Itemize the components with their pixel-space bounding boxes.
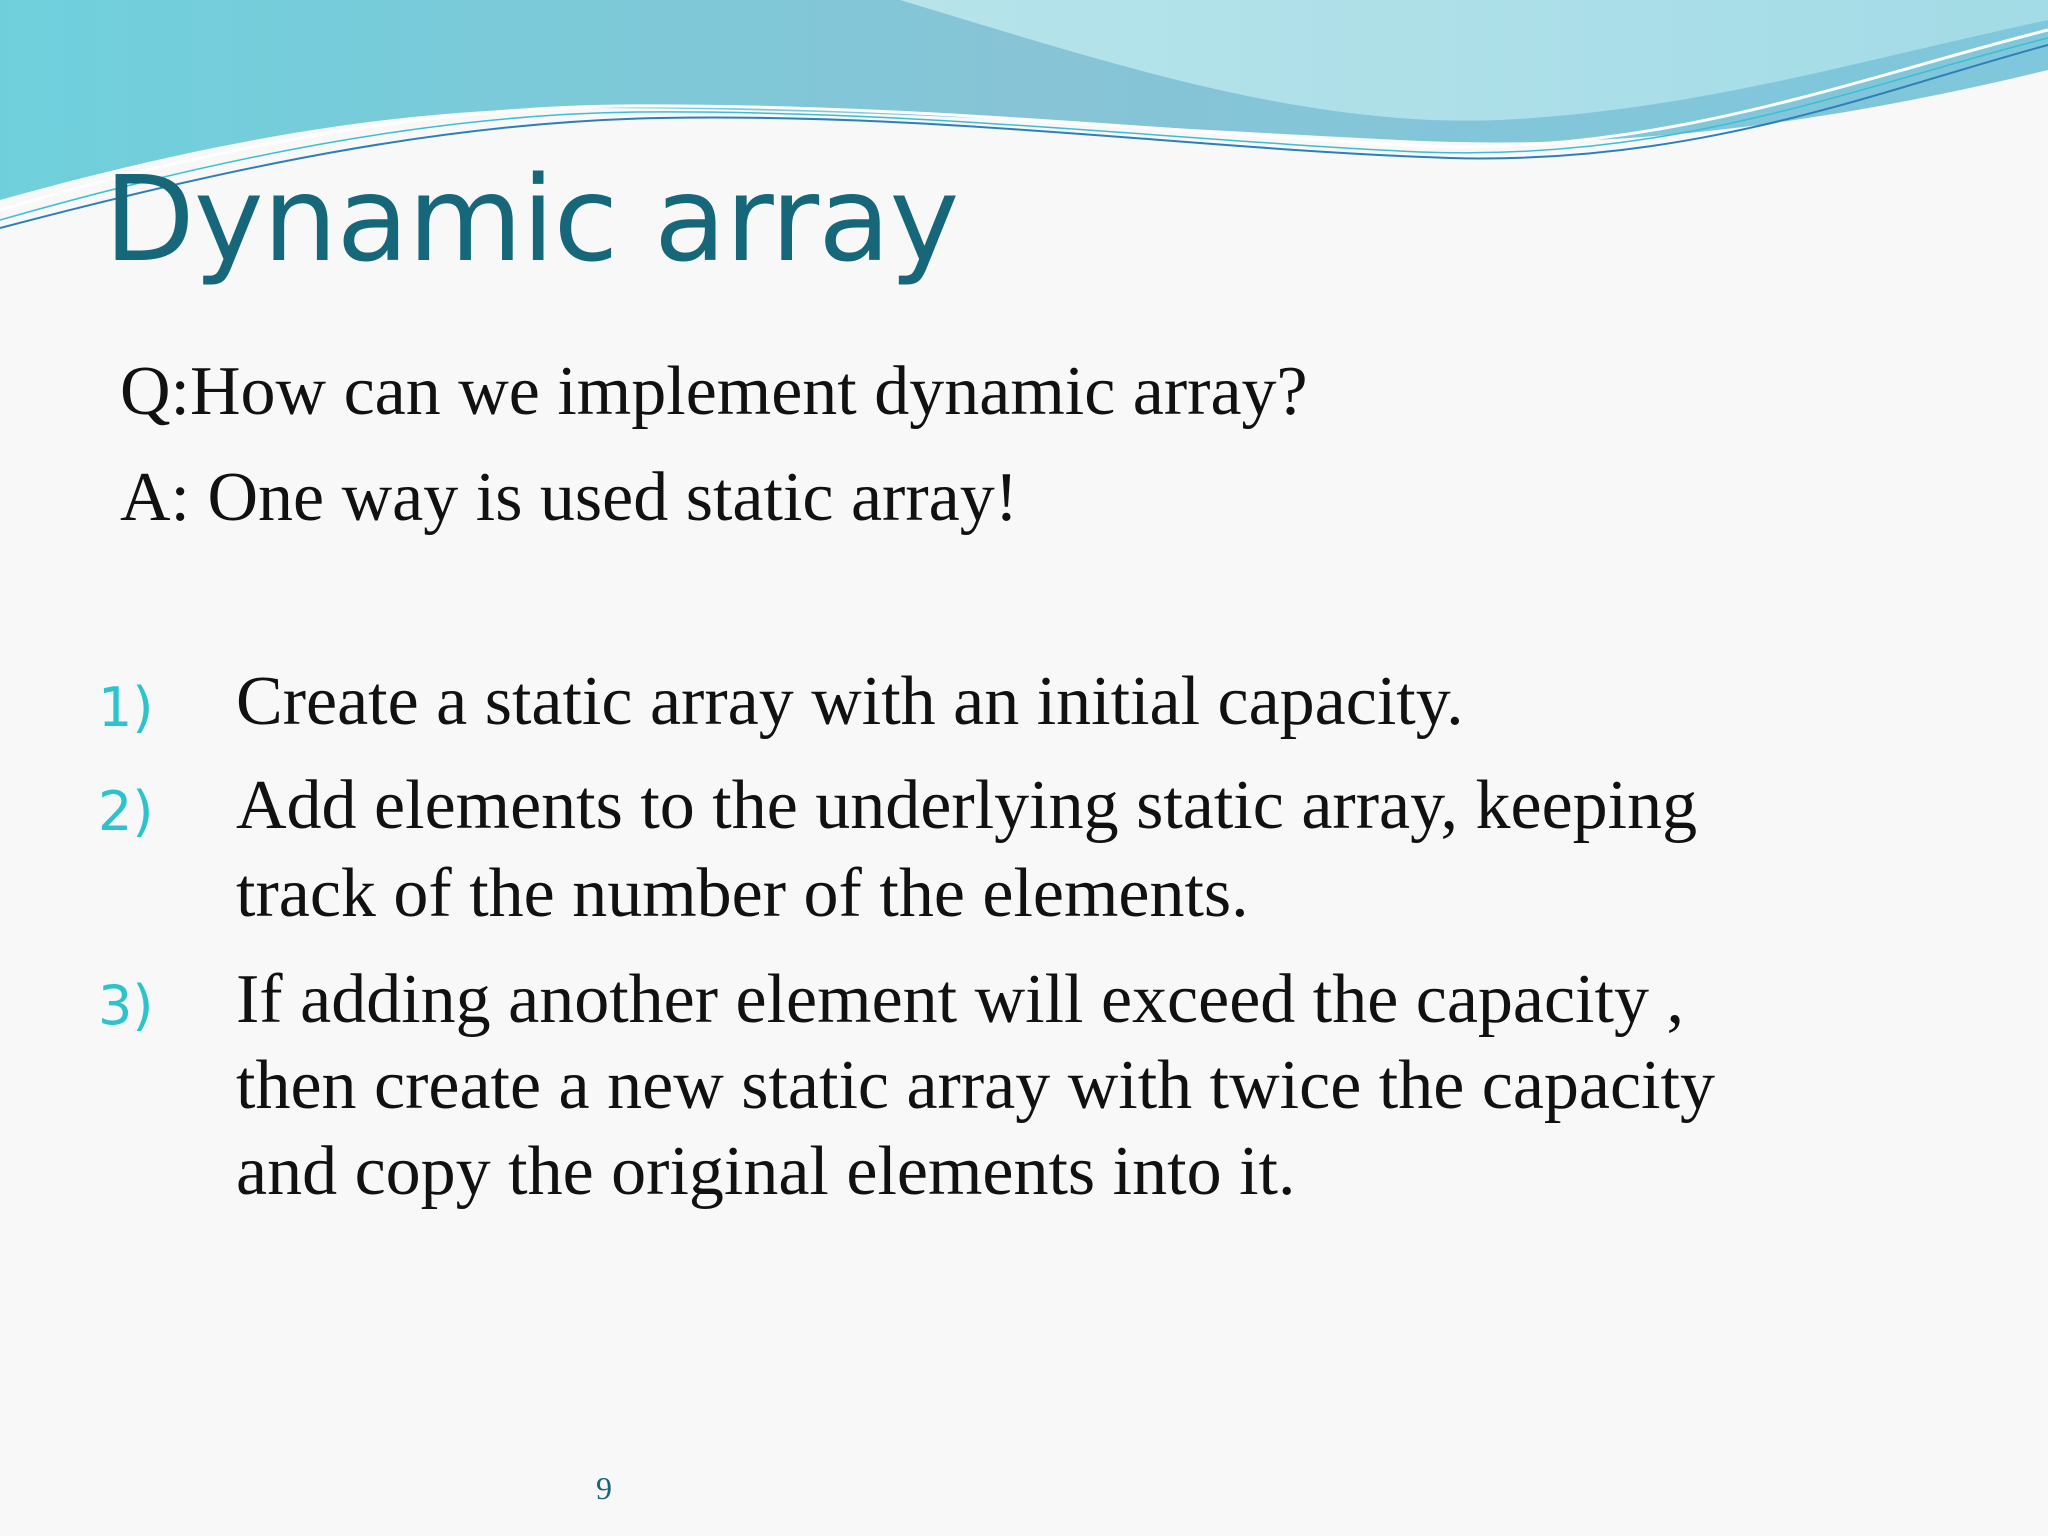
list-item-text: then create a new static array with twice the capacity: [236, 1047, 1715, 1124]
list-item-text: and copy the original elements into it.: [236, 1133, 1296, 1210]
list-item-number: 2): [98, 780, 154, 843]
list-item-number: 1): [98, 676, 154, 739]
answer-text: A: One way is used static array!: [120, 459, 1019, 536]
list-item-number: 3): [98, 974, 154, 1037]
list-item-text: Create a static array with an initial capacity.: [236, 663, 1464, 740]
list-item-text: Add elements to the underlying static array, keeping: [236, 767, 1698, 844]
question-text: Q:How can we implement dynamic array?: [120, 353, 1308, 430]
page-number: 9: [596, 1470, 612, 1506]
list-item-text: If adding another element will exceed the capacity ,: [236, 961, 1684, 1038]
slide-title: Dynamic array: [104, 150, 959, 288]
list-item-text: track of the number of the elements.: [236, 855, 1249, 932]
